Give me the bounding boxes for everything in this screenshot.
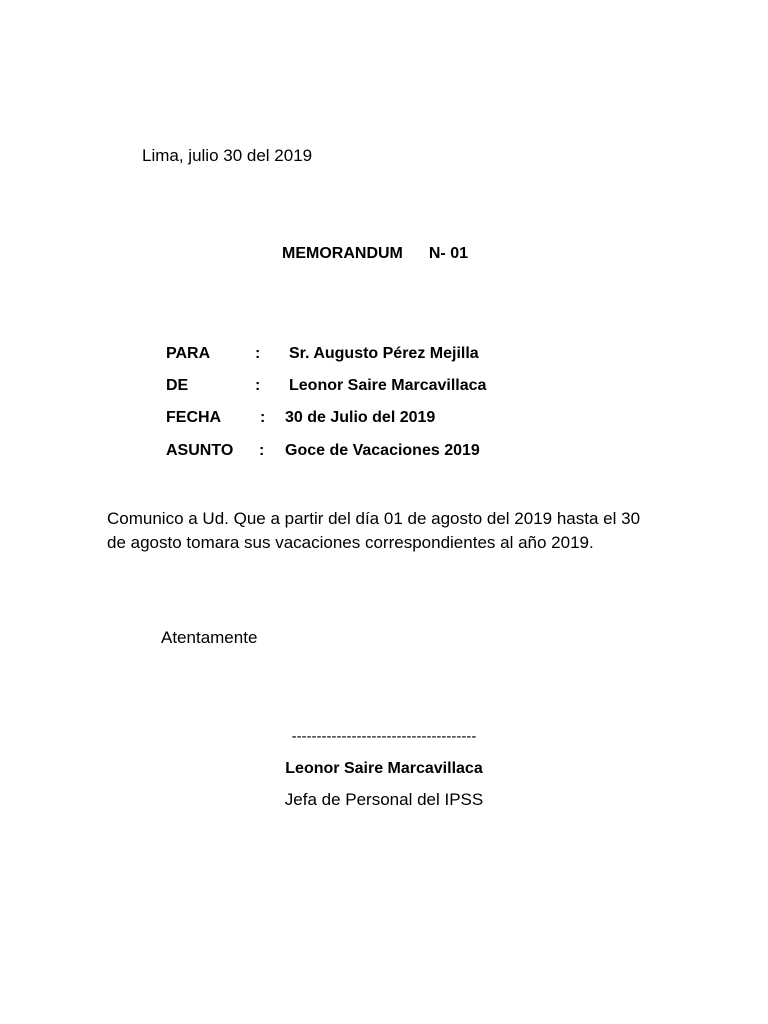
- de-colon: :: [255, 377, 261, 394]
- signature-name: Leonor Saire Marcavillaca: [285, 760, 483, 777]
- signature-block: [0, 727, 768, 810]
- asunto-colon: :: [259, 442, 265, 459]
- fecha-label: FECHA: [166, 409, 222, 426]
- body-paragraph: [107, 507, 677, 555]
- de-label: DE: [166, 377, 189, 394]
- de-value: Leonor Saire Marcavillaca: [289, 377, 487, 394]
- asunto-label: ASUNTO: [166, 442, 234, 459]
- fecha-value: 30 de Julio del 2019: [285, 409, 436, 426]
- memo-title-label: MEMORANDUM: [282, 245, 403, 262]
- fecha-colon: :: [260, 409, 266, 426]
- memo-number: N- 01: [428, 245, 468, 262]
- date-line: Lima, julio 30 del 2019: [142, 146, 313, 165]
- body-line-1: Comunico a Ud. Que a partir del día 01 de agosto del 2019 hasta el 30: [107, 509, 641, 528]
- closing-text: Atentamente: [161, 628, 258, 647]
- signature-role: Jefa de Personal del IPSS: [284, 790, 484, 809]
- para-value: Sr. Augusto Pérez Mejilla: [289, 345, 479, 362]
- para-label: PARA: [166, 345, 211, 362]
- asunto-value: Goce de Vacaciones 2019: [285, 442, 480, 459]
- signature-line: -------------------------------------: [291, 728, 477, 745]
- para-colon: :: [255, 345, 261, 362]
- body-line-2: de agosto tomara sus vacaciones correspondientes al año 2019.: [107, 533, 594, 552]
- memo-title: [282, 245, 468, 263]
